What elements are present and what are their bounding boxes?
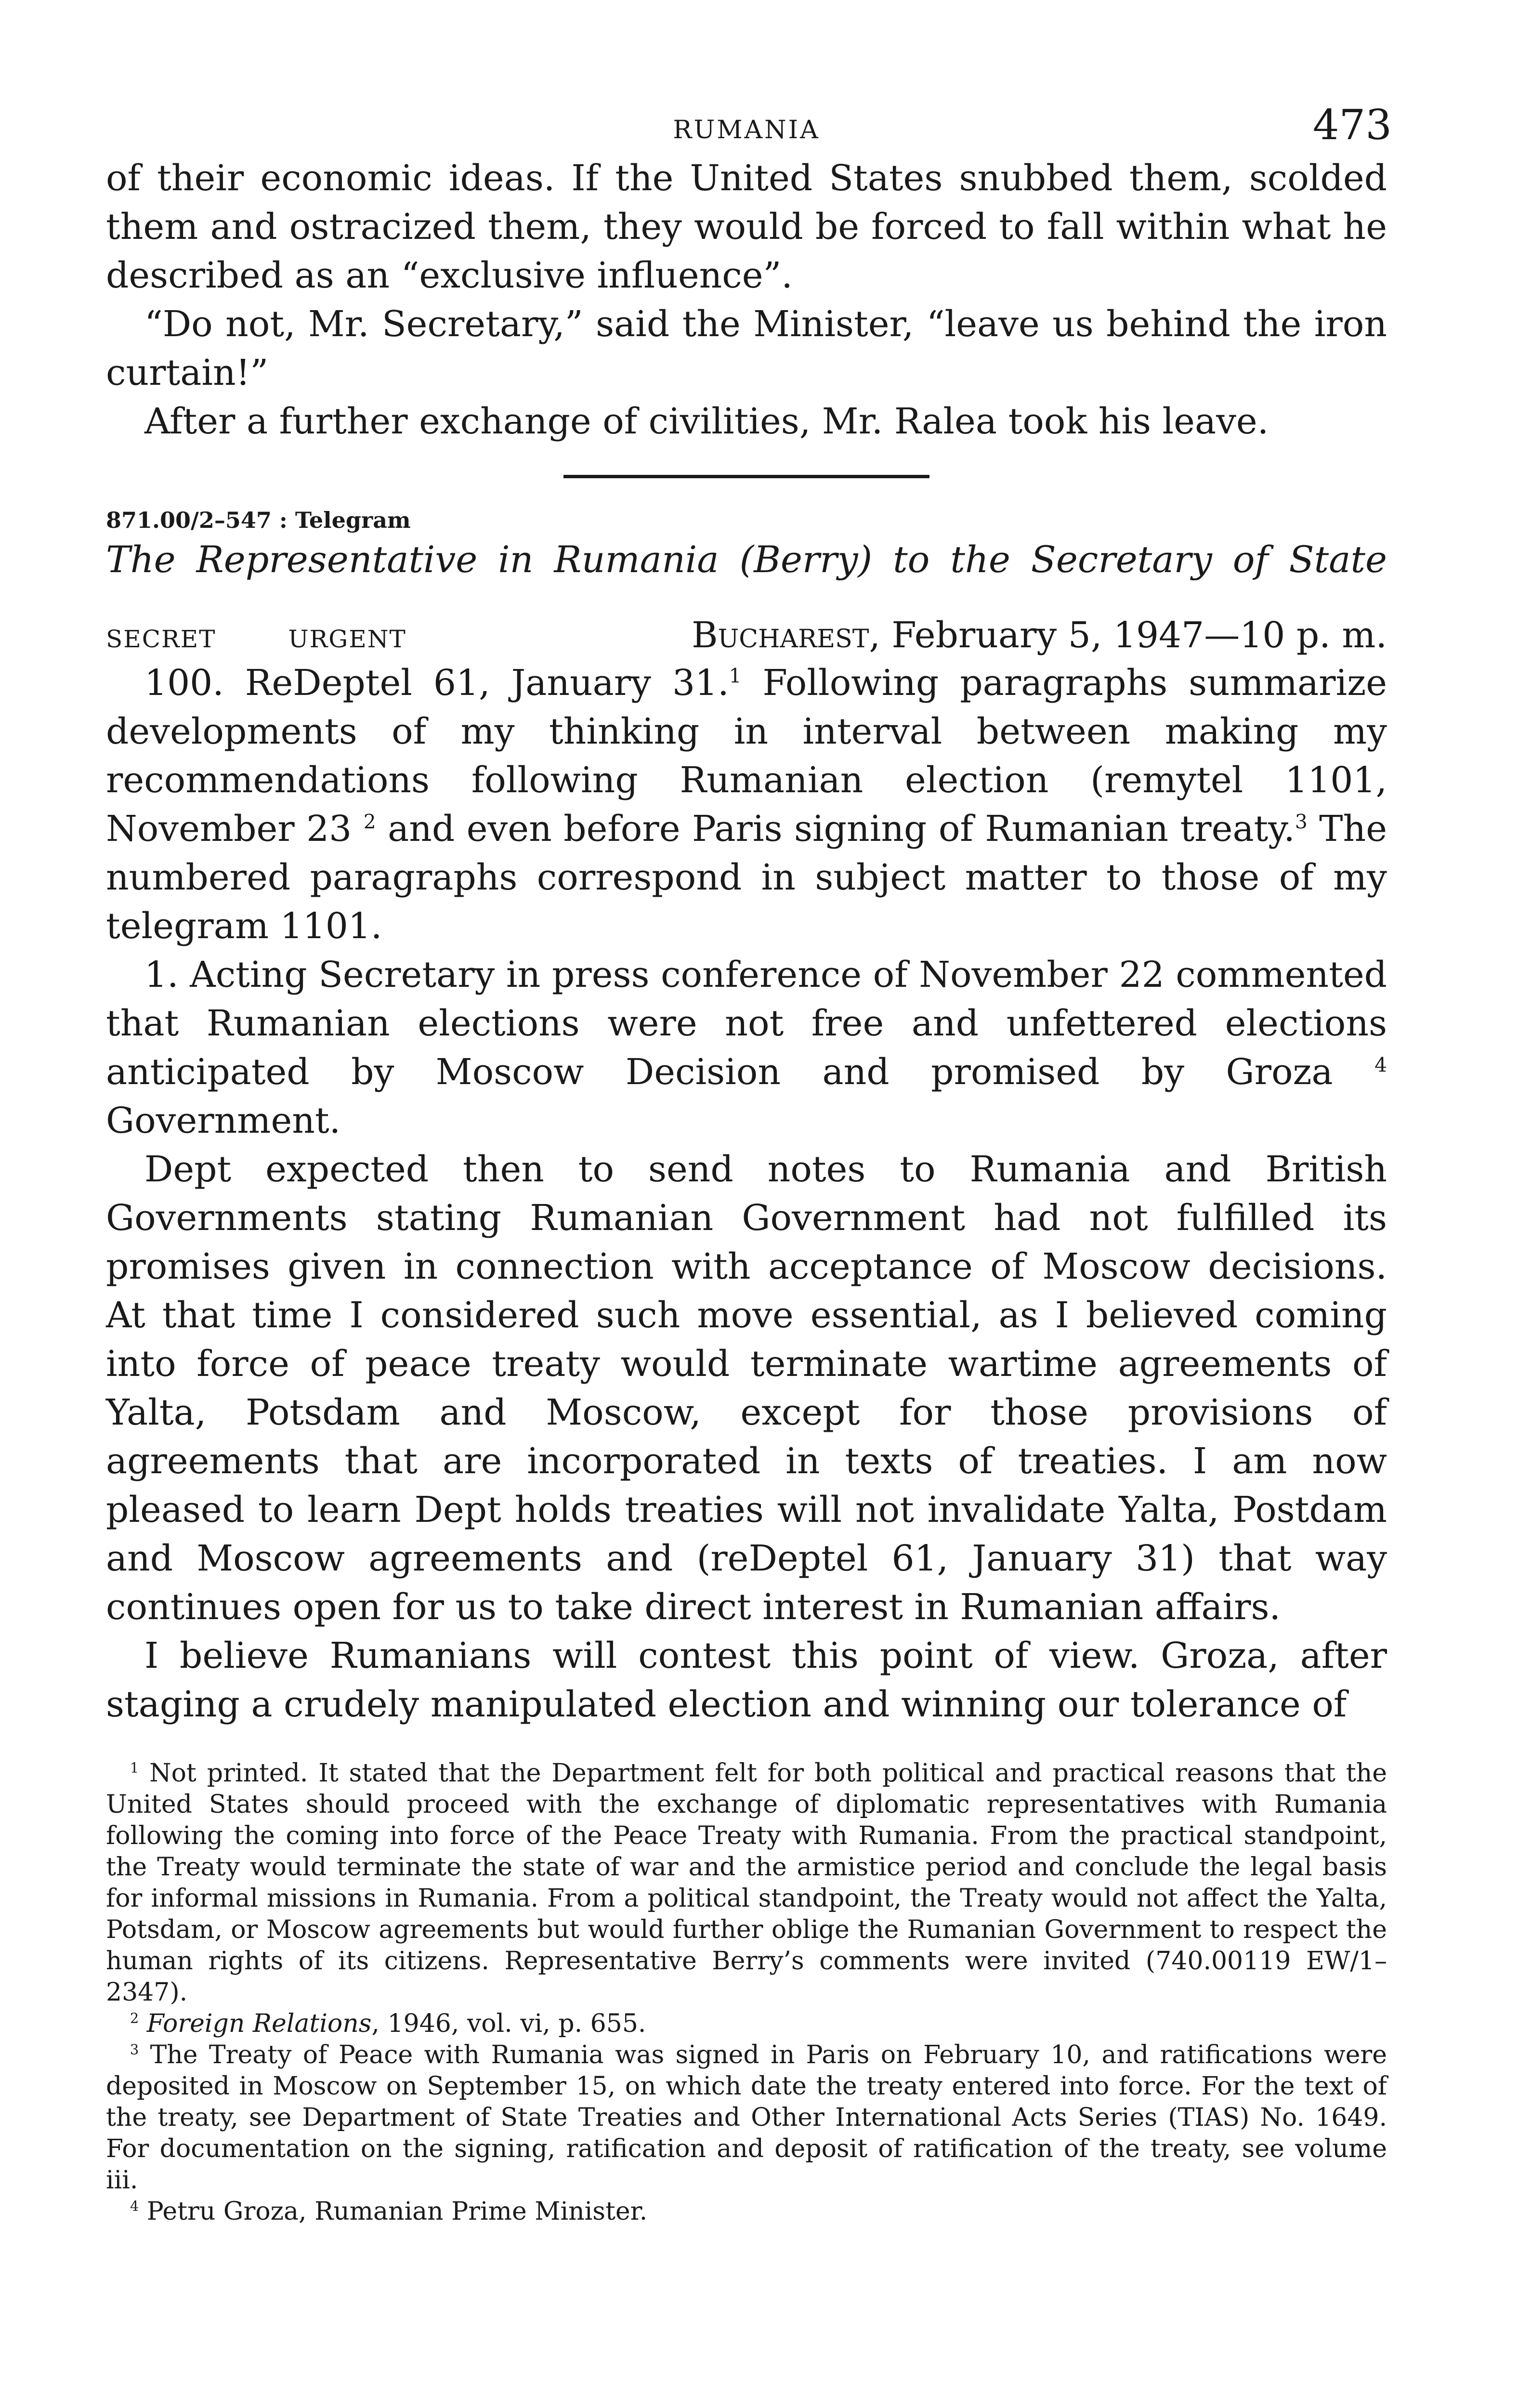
footnote-3 (106, 2040, 1387, 2196)
footnote-4 (106, 2196, 1387, 2227)
section-divider (563, 475, 929, 478)
date-text: , February 5, 1947—10 p. m. (869, 615, 1387, 656)
document-page (106, 101, 1392, 2227)
footnote-text: Not printed. It stated that the Department felt for both political and practical reasons that the United States should proceed with the exchange of diplomatic representatives with Rumania following the coming into force of the Peace Treaty with Rumania. From the practical standpoint, the Treaty would terminate the state of war and the armistice period and conclude the legal basis for informal missions in Rumania. From a political standpoint, the Treaty would not affect the Yalta, Potsdam, or Moscow agreements but would further oblige the Rumanian Government to respect the human rights of its citizens. Representative Berry’s comments were invited (740.00119 EW/1–2347). (106, 1759, 1387, 2007)
place-and-date (692, 615, 1387, 656)
running-title: RUMANIA (673, 116, 820, 144)
text-run: Government. (106, 1100, 341, 1141)
paragraph: Dept expected then to send notes to Rumania and British Governments stating Rumanian Government had not fulfilled its promises given in connection with acceptance of Moscow decisions. At that time I considered such move essential, as I believed coming into force of peace treaty would terminate wartime agreements of Yalta, Potsdam and Moscow, except for those provisions of agreements that are incorporated in texts of treaties. I am now pleased to learn Dept holds treaties will not invalidate Yalta, Postdam and Moscow agreements and (reDeptel 61, January 31) that way continues open for us to take direct interest in Rumanian affairs. (106, 1149, 1387, 1628)
footnote-mark: 1 (130, 1759, 139, 1776)
running-header (106, 101, 1392, 154)
dateline (106, 615, 1387, 656)
footnote-ref[interactable]: 4 (1374, 1053, 1387, 1077)
text-run: 1. Acting Secretary in press conference of November 22 commented that Rumanian elections were not free and unfettered elections anticipated by Moscow Decision and promised by Groza (106, 954, 1387, 1093)
footnote-citation-title: Foreign Relations (146, 2009, 372, 2038)
footnote-ref[interactable]: 1 (729, 664, 742, 688)
footnote-mark: 3 (130, 2041, 139, 2058)
document-title: The Representative in Rumania (Berry) to the Secretary of State (106, 538, 1387, 581)
footnotes (106, 1758, 1387, 2227)
footnote-text: Petru Groza, Rumanian Prime Minister. (146, 2197, 648, 2226)
footnote-text: , 1946, vol. vi, p. 655. (371, 2009, 646, 2038)
footnote-text: The Treaty of Peace with Rumania was signed in Paris on February 10, and ratifications were deposited in Moscow on September 15, on which date the treaty entered into force. For the text of the treaty, see Department of State Treaties and Other International Acts Series (TIAS) No. 1649. For documentation on the signing, ratification and deposit of ratification of the treaty, see volume iii. (106, 2041, 1387, 2195)
paragraph: of their economic ideas. If the United States snubbed them, scolded them and ostracized them, they would be forced to fall within what he described as an “exclusive influence”. (106, 157, 1387, 296)
paragraph: After a further exchange of civilities, Mr. Ralea took his leave. (144, 401, 1269, 442)
place-name: Bucharest (692, 615, 869, 656)
paragraph (106, 951, 1387, 1145)
footnote-ref[interactable]: 3 (1295, 810, 1308, 834)
classification-label: SECRET (106, 625, 216, 653)
continued-text (106, 154, 1387, 446)
telegram-body (106, 659, 1387, 1729)
file-reference: 871.00/2–547 : Telegram (106, 507, 411, 533)
priority-label: URGENT (288, 625, 406, 653)
text-run: The numbered paragraphs correspond in subject matter to those of my telegram 1101. (106, 808, 1387, 947)
text-run: and even before Paris signing of Rumanian treaty. (376, 808, 1295, 850)
footnote-1 (106, 1758, 1387, 2008)
page-number: 473 (1312, 101, 1392, 149)
paragraph: I believe Rumanians will contest this point of view. Groza, after staging a crudely manipulated election and winning our tolerance of (106, 1635, 1387, 1725)
footnote-ref[interactable]: 2 (363, 810, 376, 834)
text-run: 100. ReDeptel 61, January 31. (144, 662, 729, 704)
footnote-mark: 4 (130, 2198, 139, 2214)
paragraph (106, 659, 1387, 951)
footnote-mark: 2 (130, 2010, 139, 2027)
paragraph: “Do not, Mr. Secretary,” said the Minister, “leave us behind the iron curtain!” (106, 303, 1387, 393)
footnote-2 (106, 2008, 1387, 2040)
text-run: Following paragraphs summarize developments of my thinking in interval between making my recommendations following Rumanian election (remytel 1101, November 23 (106, 662, 1387, 850)
